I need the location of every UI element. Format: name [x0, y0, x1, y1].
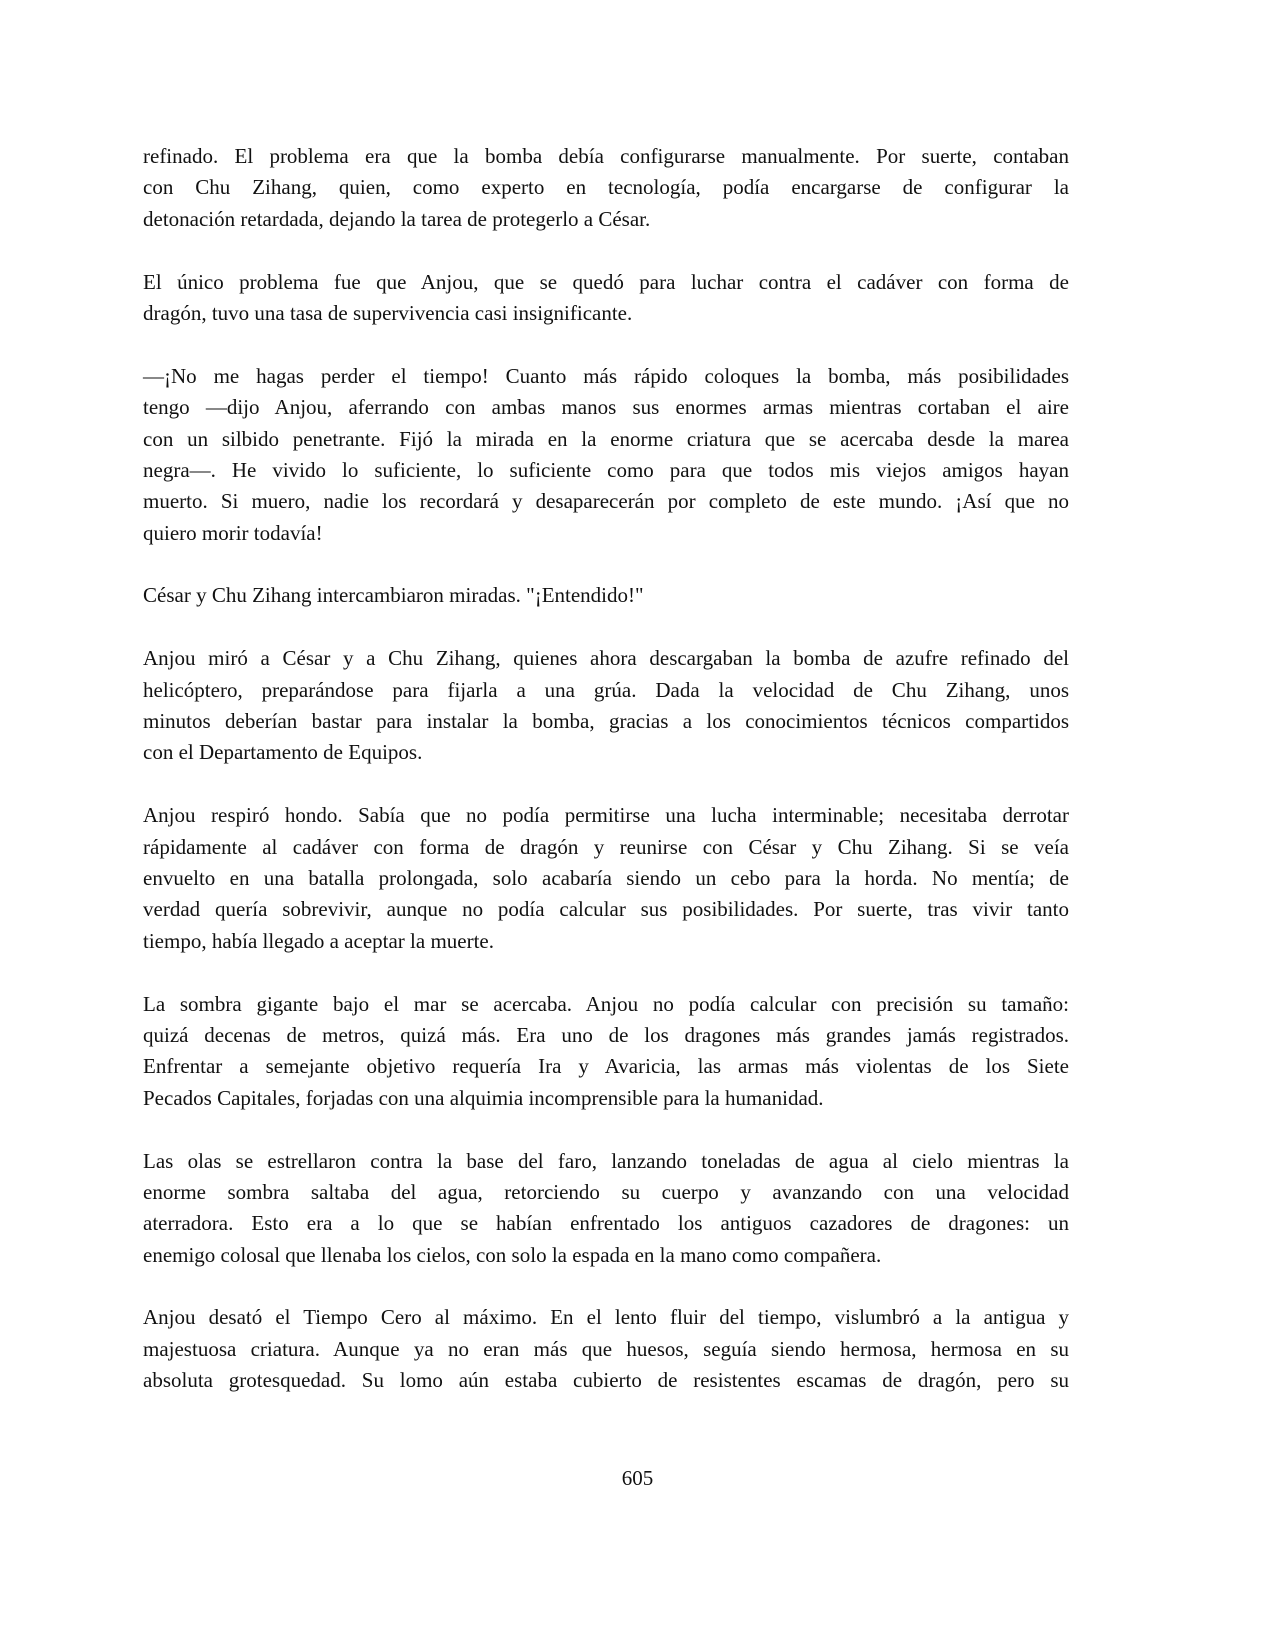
text-line: enemigo colosal que llenaba los cielos, con solo la espada en la mano como compañera. [143, 1242, 882, 1267]
text-line: rápidamente al cadáver con forma de dragón y reunirse con César y Chu Zihang. Si se veía [143, 834, 1069, 859]
text-line: tengo —dijo Anjou, aferrando con ambas manos sus enormes armas mientras cortaban el aire [143, 395, 1069, 420]
text-line: enorme sombra saltaba del agua, retorciendo su cuerpo y avanzando con una velocidad [143, 1179, 1069, 1204]
text-line: muerto. Si muero, nadie los recordará y desaparecerán por completo de este mundo. ¡Así que no [143, 489, 1069, 514]
paragraph [143, 1146, 1069, 1272]
text-line: absoluta grotesquedad. Su lomo aún estaba cubierto de resistentes escamas de dragón, pero su [143, 1368, 1069, 1393]
text-line: Anjou desató el Tiempo Cero al máximo. En el lento fluir del tiempo, vislumbró a la antigua y [143, 1305, 1069, 1330]
text-line: minutos deberían bastar para instalar la bomba, gracias a los conocimientos técnicos compartidos [143, 709, 1069, 734]
page-body [143, 141, 1069, 1428]
text-line: Anjou miró a César y a Chu Zihang, quienes ahora descargaban la bomba de azufre refinado del [143, 646, 1069, 671]
text-line: Anjou respiró hondo. Sabía que no podía permitirse una lucha interminable; necesitaba derrotar [143, 803, 1069, 828]
text-line: El único problema fue que Anjou, que se quedó para luchar contra el cadáver con forma de [143, 269, 1069, 294]
text-line: La sombra gigante bajo el mar se acercaba. Anjou no podía calcular con precisión su tamaño: [143, 991, 1069, 1016]
text-line: dragón, tuvo una tasa de supervivencia casi insignificante. [143, 300, 633, 325]
paragraph [143, 141, 1069, 235]
page-number: 605 [621, 1466, 654, 1490]
text-line: Enfrentar a semejante objetivo requería Ira y Avaricia, las armas más violentas de los Siete [143, 1054, 1069, 1079]
text-line: majestuosa criatura. Aunque ya no eran más que huesos, seguía siendo hermosa, hermosa en su [143, 1336, 1069, 1361]
text-line: Las olas se estrellaron contra la base del faro, lanzando toneladas de agua al cielo mientras la [143, 1148, 1069, 1173]
paragraph [143, 989, 1069, 1115]
text-line: negra—. He vivido lo suficiente, lo suficiente como para que todos mis viejos amigos hayan [143, 457, 1069, 482]
text-line: —¡No me hagas perder el tiempo! Cuanto más rápido coloques la bomba, más posibilidades [143, 363, 1069, 388]
paragraph [143, 643, 1069, 769]
text-line: con un silbido penetrante. Fijó la mirada en la enorme criatura que se acercaba desde la marea [143, 426, 1069, 451]
paragraph [143, 580, 1069, 611]
text-line: Pecados Capitales, forjadas con una alquimia incomprensible para la humanidad. [143, 1085, 824, 1110]
text-line: detonación retardada, dejando la tarea de protegerlo a César. [143, 206, 651, 231]
text-line: César y Chu Zihang intercambiaron miradas. "¡Entendido!" [143, 583, 644, 608]
text-line: con el Departamento de Equipos. [143, 740, 423, 765]
text-line: verdad quería sobrevivir, aunque no podía calcular sus posibilidades. Por suerte, tras vivir tanto [143, 897, 1069, 922]
text-line: helicóptero, preparándose para fijarla a una grúa. Dada la velocidad de Chu Zihang, unos [143, 677, 1069, 702]
paragraph [143, 1302, 1069, 1396]
text-line: tiempo, había llegado a aceptar la muerte. [143, 928, 495, 953]
paragraph [143, 361, 1069, 549]
text-line: quiero morir todavía! [143, 520, 323, 545]
text-line: envuelto en una batalla prolongada, solo acabaría siendo un cebo para la horda. No mentía; de [143, 865, 1069, 890]
text-line: aterradora. Esto era a lo que se habían enfrentado los antiguos cazadores de dragones: un [143, 1211, 1069, 1236]
paragraph [143, 267, 1069, 330]
text-line: refinado. El problema era que la bomba debía configurarse manualmente. Por suerte, contaban [143, 144, 1069, 168]
text-line: con Chu Zihang, quien, como experto en tecnología, podía encargarse de configurar la [143, 175, 1069, 200]
paragraph [143, 800, 1069, 957]
text-line: quizá decenas de metros, quizá más. Era uno de los dragones más grandes jamás registrados. [143, 1022, 1069, 1047]
